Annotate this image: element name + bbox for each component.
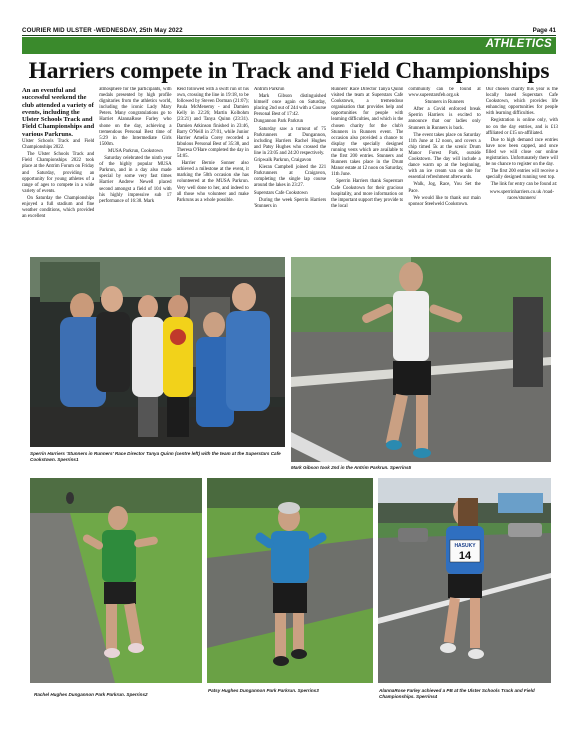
subhead: Gripwalk Parkrun, Craigavon [253, 158, 312, 164]
paragraph: community can be found at www.superstarsfeb.org.uk [408, 87, 481, 99]
paragraph: The first 200 entries will receive a specially designed running vest top. [485, 169, 558, 181]
paragraph: The Ulster Schools Track and Field Championships 2022 took place at the Antrim Forum on Friday and Saturday, providing an opportunity for young athletes of a range of ages to compete in a wide variety of events. [22, 152, 95, 194]
bib-label: HASUKY [454, 543, 476, 549]
article-body [22, 87, 558, 253]
paragraph: Mark Gibson distinguished himself once again on Saturday, placing 2nd out of 244 with a Course Personal Best of 17:42. [253, 94, 327, 118]
photo-caption-3: Rachel Hughes Dungannon Park Parkrun. Sperrins2 [34, 692, 148, 697]
article-column-7 [486, 87, 558, 253]
subhead: Dungannon Park Parkrun [253, 119, 304, 125]
subhead: Superstars Cafe Cookstown [253, 190, 308, 196]
page-number: Page 41 [532, 27, 556, 34]
paragraph: Due to high demand race entries have now been capped, and once filled we will close our online registration. Unfortunately there will be no chance to register on the day. [485, 137, 558, 168]
photo-caption-4: Patsy Hughes Dungannon Park Parkrun. Sperrins3 [208, 688, 319, 693]
photo-patsy-hughes [207, 478, 373, 683]
section-label: ATHLETICS [485, 38, 552, 50]
article-column-5 [331, 87, 403, 253]
paragraph: Registration is online only, with no on the day entries, and is £13 affiliated or £15 un-affiliated. [485, 118, 558, 136]
paragraph: Harrier Bernie Sonner also achieved a milestone at the event, it marking the 50th occasion she has volunteered at the MUSA Parkrun. Very well done to her, and indeed to all those who volunteer and make Parkruns as a whole possible. [176, 161, 249, 203]
entry-link: www.sperrinharriers.co.uk /road-races/stunners/ [489, 189, 554, 201]
paragraph: On Saturday the Championships enjoyed a full stadium and fine weather conditions, which provided an excellent [22, 195, 95, 220]
paragraph: During the week Sperrin Harriers 'Stunners in [253, 197, 327, 209]
paragraph: Ulster Schools Track and Field Championships 2022. [22, 139, 95, 151]
article-column-2 [99, 87, 171, 253]
paragraph: Saturday saw a turnout of 75 Parkrunners at Dungannon, including Harriers Rachel Hughes and Patsy Hughes who crossed the line in 23:05 and 24:20 respectively. [253, 126, 327, 156]
paragraph: Walk, Jog, Race, You Set the Pace. [408, 182, 481, 194]
header-rule [22, 35, 556, 36]
headline: Harriers compete in Track and Field Championships [28, 58, 550, 84]
paragraph: The link for entry can be found at: [490, 182, 558, 188]
photo-caption-2: Mark Gibson took 2nd in the Antrim Parkrun. Sperrins5 [291, 465, 412, 470]
subhead: Antrim Parkrun [253, 87, 285, 92]
paragraph: Saturday celebrated the ninth year of the highly popular MUSA Parkrun, and in a day also made special by some very fast times Harrier Andrew Newell placed second amongst a field of 104 with his highly impressive sub 17 performance of 16:38. Mark [99, 156, 172, 204]
paragraph: Reid followed with a swift run of his own, crossing the line in 19:18, to be followed by Steven Dorman (21:07); Paula McMenemy - and Damien Kelly in 22:26; Martin Kolbohm (23:21) and Tanya Quinn (23:31). Damien Atkinson finished in 23:46, Barry O'Neill in 27:01, while Junior Harrier Amelia Corey recorded a fabulous Personal Best of 35:38, and Theresa O'Hare completed the day in 54:05. [176, 87, 249, 160]
section-band [22, 37, 556, 54]
paragraph: Our chosen charity this year is the locally based Superstars Cafe Cookstown, which provides life enhancing opportunities for people with learning difficulties. [485, 87, 558, 117]
paragraph: Runners' Race Director Tanya Quinn visited the team at Superstars Cafe Cookstown, a tremendous organisation that provides help and opportunities for people with learning difficulties, and which is the chosen charity for the club's Stunners in Runners event. The occasion also provided a chance to display the specially designed running vests which are available to the first 200 entries. Stunners and Runners takes place in the Drum Manor estate at 12 noon on Saturday, 11th June. [331, 87, 404, 178]
photo-caption-5: AlannaRose Farley achieved a PB at the Ulster Schools Track and Field Championships. Sperrins4 [379, 688, 535, 699]
article-lead: An an eventful and successful weekend the club attended a variety of events, including the Ulster Schools Track and Field Championships and various Parkruns. [22, 87, 95, 138]
article-column-1 [22, 87, 94, 253]
photo-rachel-hughes [30, 478, 202, 683]
paragraph: atmosphere for the participants, with medals presented by high profile dignitaries from the athletics world, including the iconic Lady Mary Peters. Many congratulations go to Harriet AlannaRose Farley who shone on the day, achieving a tremendous Personal Best time of 5:29 in the Intermediate Girls 1500m. [99, 87, 172, 147]
article-column-4 [254, 87, 326, 253]
publication-line: COURIER MID ULSTER -WEDNESDAY, 25th May 2022 [22, 27, 183, 34]
paragraph: Kieran Campbell joined the 221 Parkrunners at Craigavon, completing the single lap course around the lakes in 23:27. [253, 165, 327, 189]
subhead: MUSA Parkrun, Cookstown [108, 148, 163, 154]
paragraph: After a Covid enforced break Sperrin Harriers is excited to announce that our ladies only Stunners in Runners is back. [408, 107, 481, 131]
paragraph: The event takes place on Saturday 11th June at 12 noon, and covers a chip timed 5k at the scenic Drum Manor Forest Park, outside Cookstown. The day will include a dance warm up at the beginning, with an ice cream van on site for essential refreshment afterwards. [408, 132, 481, 181]
article-column-6 [408, 87, 480, 253]
photo-alannarose-farley [378, 478, 551, 683]
paragraph: Sperrin Harriers thank Superstars Cafe Cookstown for their gracious hospitality, and more information on the important support they provide to the local [331, 179, 404, 209]
photo-caption-1: Sperrin Harriers 'Stunners in Runners' Race Director Tanya Quinn (centre left) with the team at the Superstars Cafe Cookstown. Sperrins1 [30, 451, 281, 462]
paragraph: We would like to thank our main sponsor Steelweld Cookstown. [408, 195, 481, 207]
photo-mark-gibson [291, 257, 551, 462]
article-column-3 [177, 87, 249, 253]
bib-number: 14 [458, 550, 472, 562]
photo-group-cafe [30, 257, 285, 447]
subhead: Stunners in Runners [424, 100, 465, 106]
